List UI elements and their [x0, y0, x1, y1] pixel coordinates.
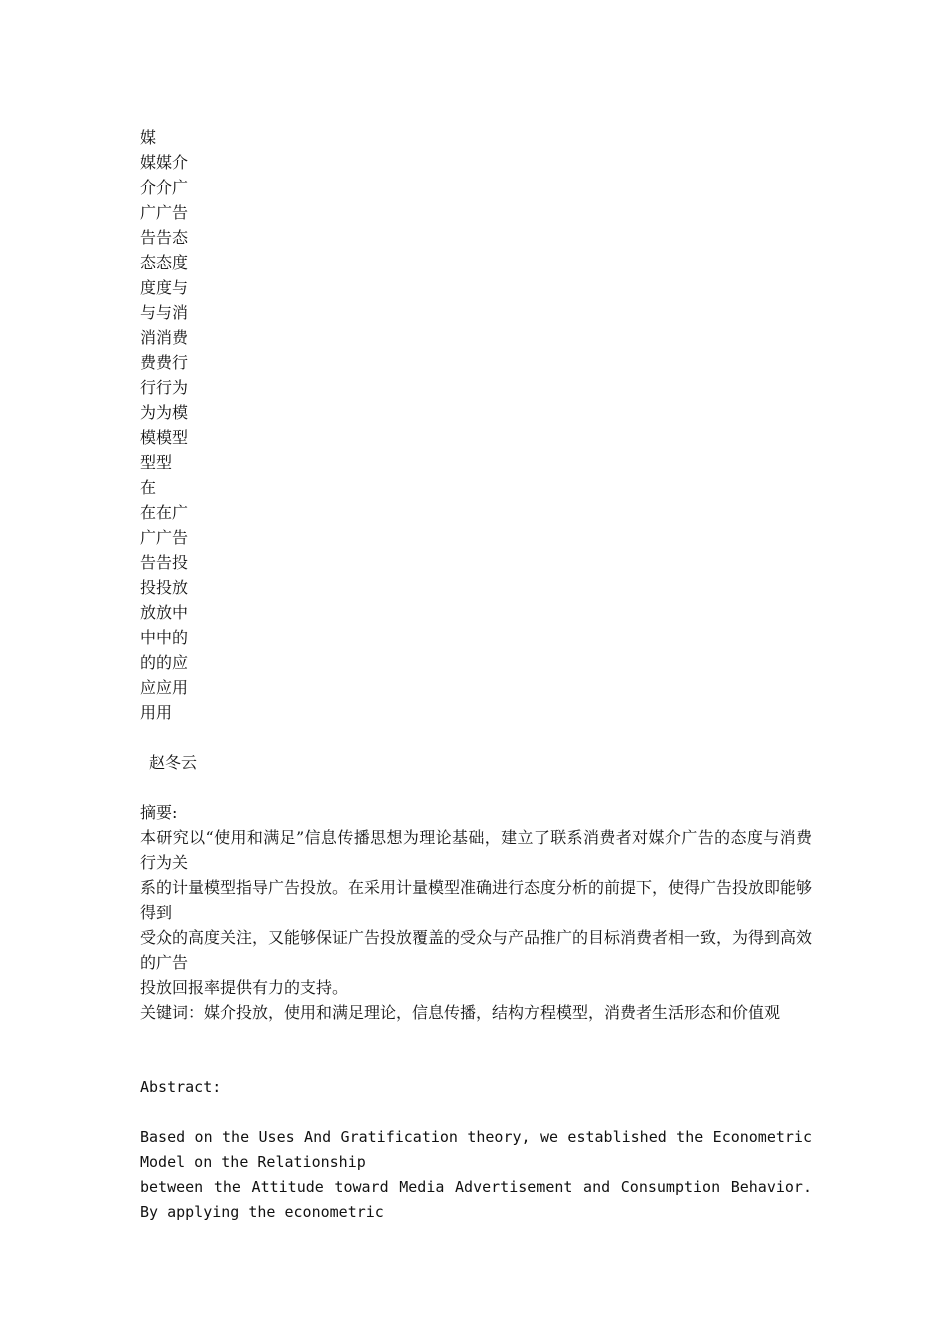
title-line: 中中的 [140, 628, 189, 647]
title-line: 应应用 [140, 678, 189, 697]
title-line: 型型 [140, 453, 173, 472]
title-line: 放放中 [140, 603, 189, 622]
title-line: 度度与 [140, 278, 189, 297]
title-line: 用用 [140, 703, 173, 722]
abstract-en-line: between the Attitude toward Media Advertisement and Consumption Behavior. By applying the econometric [140, 1178, 812, 1221]
abstract-label: 摘要: [140, 803, 178, 822]
title-line: 广广告 [140, 203, 189, 222]
abstract-chinese [140, 800, 812, 1025]
title-line: 态态度 [140, 253, 189, 272]
abstract-english [140, 1075, 812, 1225]
title-line: 行行为 [140, 378, 189, 397]
title-line: 为为模 [140, 403, 189, 422]
abstract-line: 受众的高度关注，又能够保证广告投放覆盖的受众与产品推广的目标消费者相一致，为得到高效的广告 [140, 928, 813, 972]
keywords: 关键词：媒介投放，使用和满足理论，信息传播，结构方程模型，消费者生活形态和价值观 [140, 1003, 781, 1022]
title-line: 告告态 [140, 228, 189, 247]
title-line: 的的应 [140, 653, 189, 672]
title-line: 广广告 [140, 528, 189, 547]
abstract-line: 投放回报率提供有力的支持。 [140, 978, 349, 997]
article-title [140, 125, 812, 725]
spacer [140, 1100, 812, 1125]
abstract-line: 本研究以“使用和满足”信息传播思想为理论基础，建立了联系消费者对媒介广告的态度与消费行为关 [140, 828, 812, 872]
title-line: 在在广 [140, 503, 189, 522]
abstract-en-label: Abstract: [140, 1078, 222, 1096]
title-line: 投投放 [140, 578, 189, 597]
title-line: 媒媒介 [140, 153, 189, 172]
title-line: 模模型 [140, 428, 189, 447]
title-line: 媒 [140, 128, 157, 147]
title-line: 介介广 [140, 178, 189, 197]
document-page [140, 125, 812, 1225]
spacer [140, 1025, 812, 1050]
spacer [140, 775, 812, 800]
spacer [140, 1050, 812, 1075]
title-line: 告告投 [140, 553, 189, 572]
abstract-en-line: Based on the Uses And Gratification theory, we established the Econometric Model on the Relationship [140, 1128, 812, 1171]
abstract-line: 系的计量模型指导广告投放。在采用计量模型准确进行态度分析的前提下，使得广告投放即能够得到 [140, 878, 813, 922]
author-name: 赵冬云 [149, 753, 198, 772]
title-line: 在 [140, 478, 157, 497]
title-line: 费费行 [140, 353, 189, 372]
title-line: 与与消 [140, 303, 189, 322]
title-line: 消消费 [140, 328, 189, 347]
